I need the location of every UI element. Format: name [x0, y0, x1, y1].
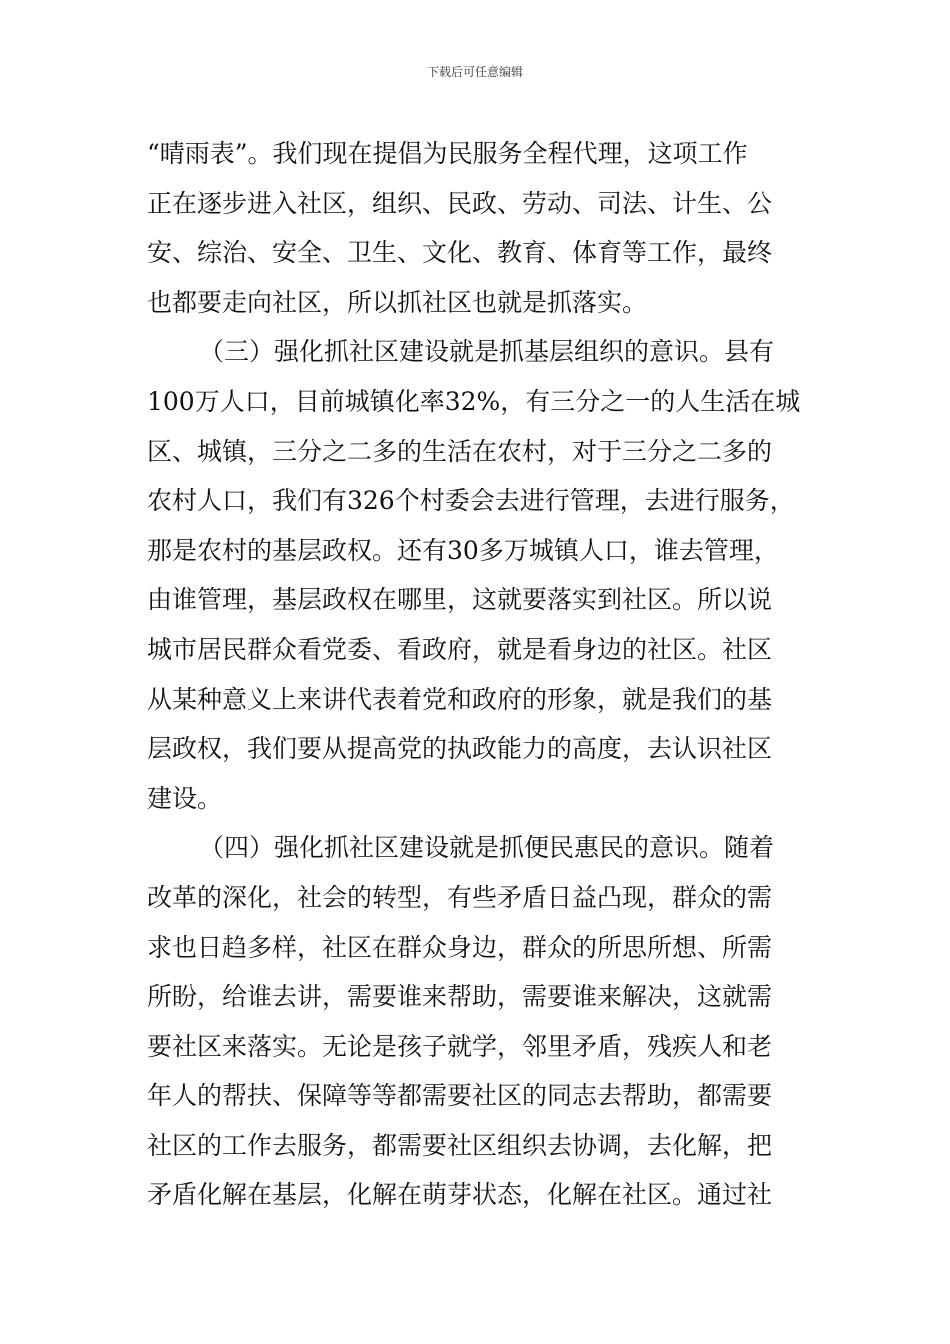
text-line: 要社区来落实。无论是孩子就学，邻里矛盾，残疾人和老	[147, 1031, 773, 1061]
text-line: 年人的帮扶、保障等等都需要社区的同志去帮助，都需要	[147, 1081, 773, 1111]
text-line: 社区的工作去服务，都需要社区组织去协调，去化解，把	[147, 1130, 773, 1160]
paragraph-1	[147, 129, 809, 327]
text-line: 安、综治、安全、卫生、文化、教育、体育等工作，最终	[147, 238, 773, 268]
text-line: 改革的深化，社会的转型，有些矛盾日益凸现，群众的需	[147, 882, 773, 912]
text-line: 求也日趋多样，社区在群众身边，群众的所思所想、所需	[147, 932, 773, 962]
text-line: 矛盾化解在基层，化解在萌芽状态，化解在社区。通过社	[147, 1180, 773, 1210]
text-line: 层政权，我们要从提高党的执政能力的高度，去认识社区	[147, 734, 773, 764]
text-line: 所盼，给谁去讲，需要谁来帮助，需要谁来解决，这就需	[147, 982, 773, 1012]
text-line: “晴雨表”。我们现在提倡为民服务全程代理，这项工作	[147, 139, 748, 168]
text-line: 那是农村的基层政权。还有30多万城镇人口，谁去管理，	[147, 535, 779, 565]
text-line: （四）强化抓社区建设就是抓便民惠民的意识。随着	[199, 833, 775, 863]
paragraph-3	[147, 823, 809, 1220]
document-body	[147, 129, 809, 1220]
text-line: 100万人口，目前城镇化率32%，有三分之一的人生活在城	[147, 386, 801, 416]
text-line: （三）强化抓社区建设就是抓基层组织的意识。县有	[199, 337, 775, 367]
text-line: 区、城镇，三分之二多的生活在农村，对于三分之二多的	[147, 436, 773, 466]
page-header: 下载后可任意编辑	[426, 65, 523, 79]
text-line: 由谁管理，基层政权在哪里，这就要落实到社区。所以说	[147, 585, 773, 615]
text-line: 也都要走向社区，所以抓社区也就是抓落实。	[147, 287, 648, 317]
text-line: 从某种意义上来讲代表着党和政府的形象，就是我们的基	[147, 684, 773, 714]
text-line: 建设。	[147, 783, 223, 813]
text-line: 正在逐步进入社区，组织、民政、劳动、司法、计生、公	[147, 188, 773, 218]
text-line: 城市居民群众看党委、看政府，就是看身边的社区。社区	[147, 634, 773, 664]
paragraph-2	[147, 327, 809, 823]
text-line: 农村人口，我们有326个村委会去进行管理，去进行服务，	[147, 486, 795, 516]
